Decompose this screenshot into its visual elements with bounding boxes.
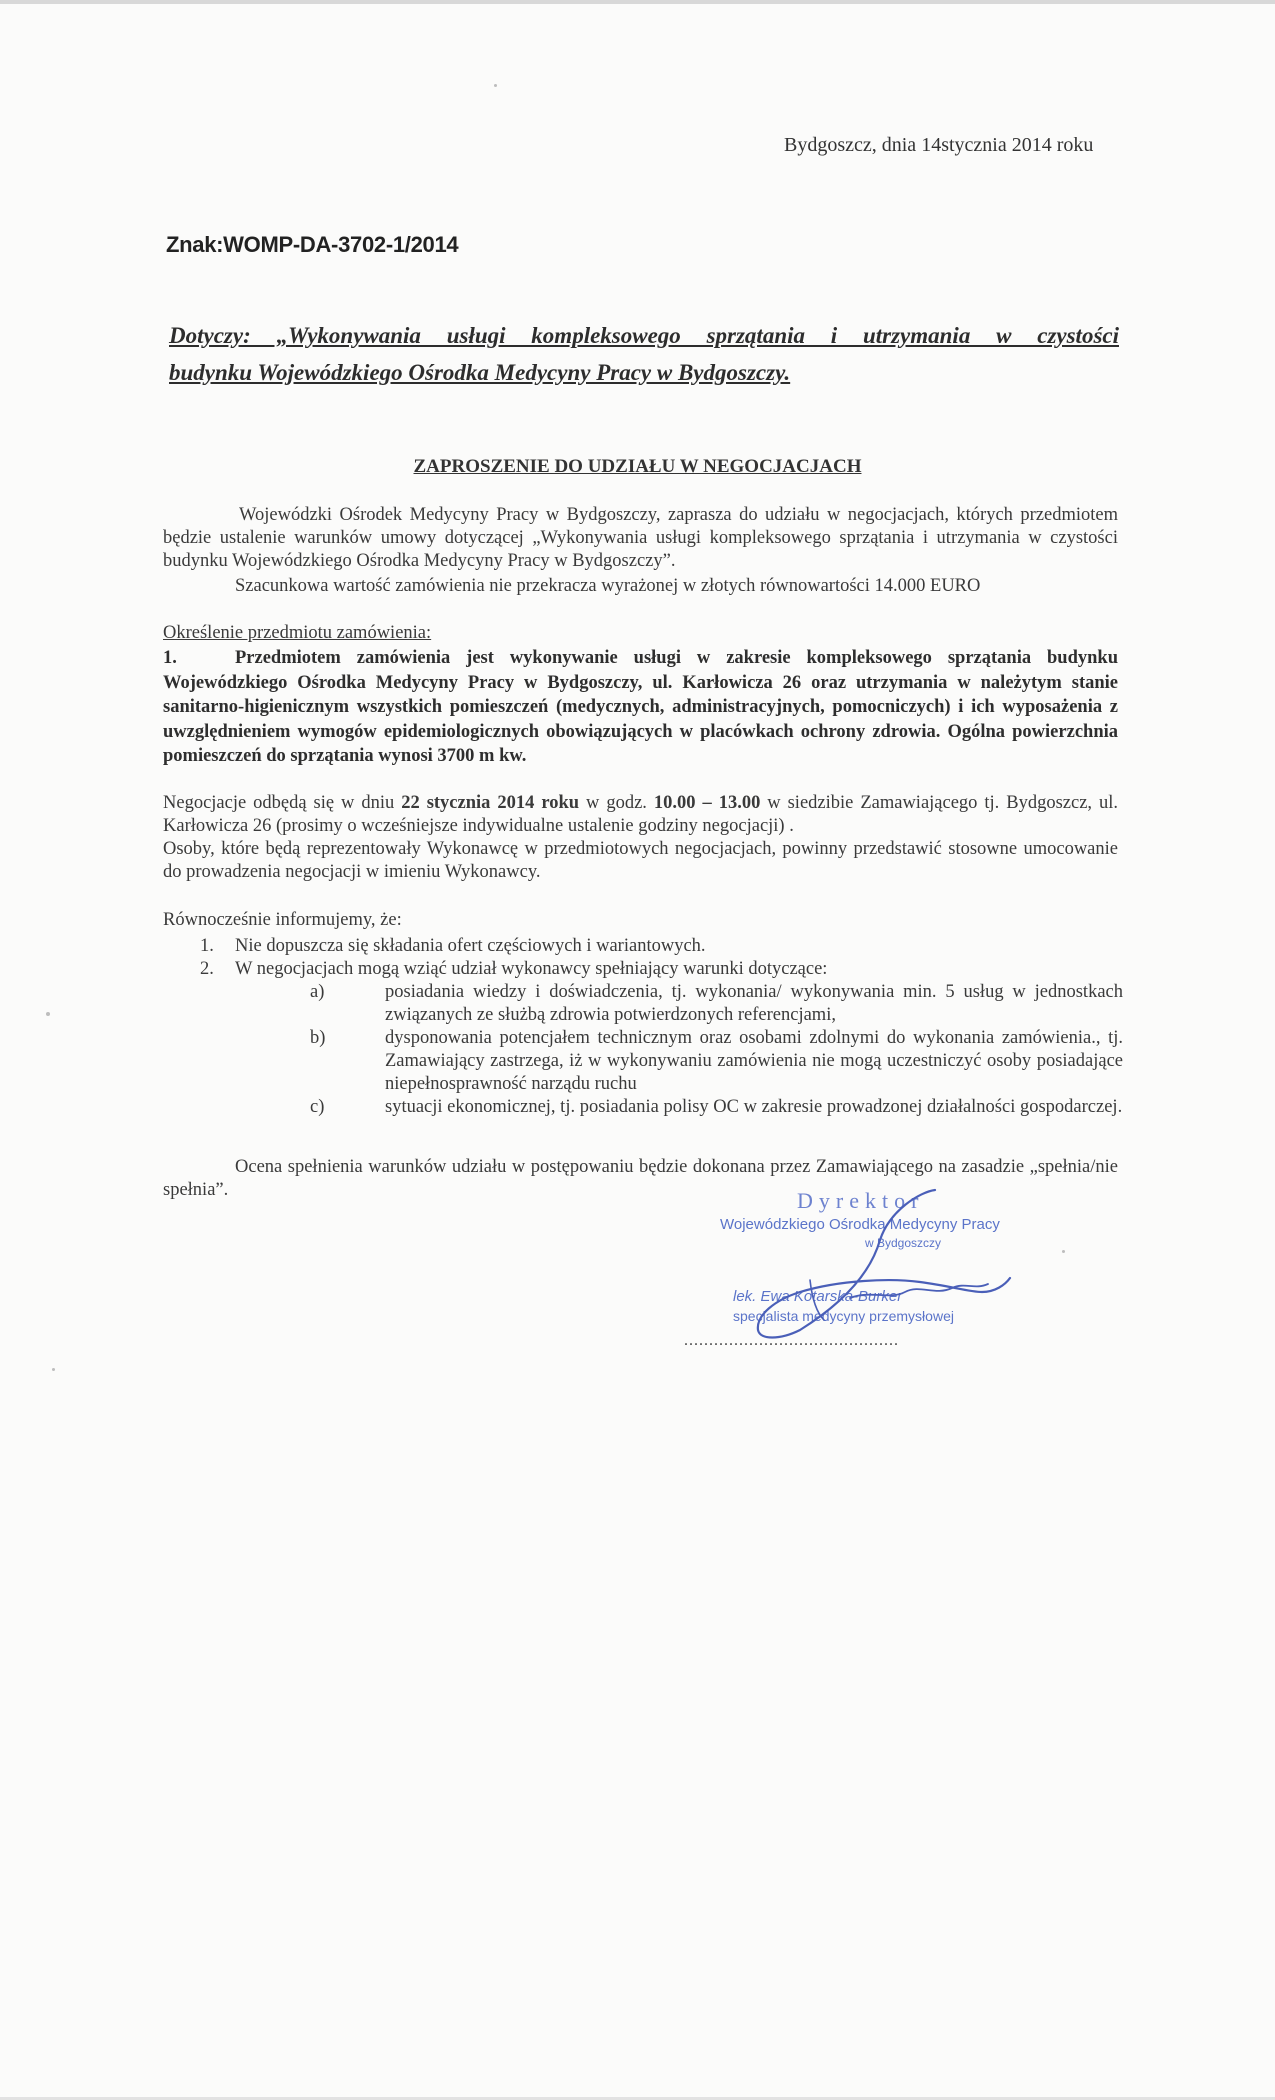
negotiations-time: 10.00 – 13.00 bbox=[653, 793, 761, 813]
specification-paragraph bbox=[163, 646, 1118, 769]
information-list bbox=[163, 935, 1123, 1119]
list-item bbox=[163, 958, 1123, 981]
list-item bbox=[163, 935, 1123, 958]
evaluation-text: Ocena spełnienia warunków udziału w postępowaniu będzie dokonana przez Zamawiającego na zasadzie „spełnia/nie spełnia”. bbox=[163, 1157, 1118, 1200]
negotiations-text: Negocjacje odbędą się w dniu bbox=[163, 793, 402, 813]
condition-text: sytuacji ekonomicznej, tj. posiadania polisy OC w zakresie prowadzonej działalności gospodarczej. bbox=[385, 1097, 1123, 1117]
condition-text: dysponowania potencjałem technicznym oraz osobami zdolnymi do wykonania zamówienia., tj. Zamawiający zastrzega, iż w wykonywaniu zamówienia nie mogą uczestniczyć osoby posiadające niepełnosprawność narządu ruchu bbox=[385, 1028, 1123, 1094]
list-item-text: W negocjacjach mogą wziąć udział wykonawcy spełniający warunki dotyczące: bbox=[235, 959, 828, 979]
handwritten-signature bbox=[720, 1180, 1040, 1350]
condition-item bbox=[163, 981, 1123, 1027]
date-line: Bydgoszcz, dnia 14stycznia 2014 roku bbox=[784, 134, 1094, 156]
intro-paragraph bbox=[163, 504, 1118, 573]
stamp-title: Dyrektor bbox=[797, 1188, 925, 1213]
negotiations-date: 22 stycznia 2014 roku bbox=[401, 793, 580, 813]
condition-text: posiadania wiedzy i doświadczenia, tj. wykonania/ wykonywania min. 5 usług w jednostkach związanych ze służbą zdrowia potwierdzonych referencjami, bbox=[385, 982, 1123, 1025]
list-item-number: 1. bbox=[200, 936, 214, 956]
scan-speck bbox=[494, 84, 497, 87]
reference-number: Znak:WOMP-DA-3702-1/2014 bbox=[166, 232, 459, 257]
negotiations-section bbox=[163, 792, 1118, 884]
scan-top-edge bbox=[0, 0, 1275, 4]
negotiations-text: w siedzibie Zamawiającego tj. Bydgoszcz, ul. Karłowicza 26 (prosimy o wcześniejsze indywidualne ustalenie godziny negocjacji) . bbox=[163, 793, 1119, 836]
signature-line: ........................................... bbox=[684, 1332, 899, 1349]
list-item-number: 2. bbox=[200, 959, 214, 979]
subject-line-1: Dotyczy: „Wykonywania usługi kompleksowego sprzątania i utrzymania w czystości bbox=[169, 323, 1119, 348]
negotiations-date-paragraph bbox=[163, 792, 1118, 838]
stamp-name: lek. Ewa Kotarska-Burker bbox=[733, 1288, 903, 1305]
condition-item bbox=[163, 1096, 1123, 1119]
representation-paragraph: Osoby, które będą reprezentowały Wykonawcę w przedmiotowych negocjacjach, powinny przedstawić stosowne umocowanie do prowadzenia negocjacji w imieniu Wykonawcy. bbox=[163, 839, 1118, 882]
condition-letter: a) bbox=[310, 982, 325, 1002]
document-title: ZAPROSZENIE DO UDZIAŁU W NEGOCJACJACH bbox=[413, 456, 862, 477]
specification-text: Przedmiotem zamówienia jest wykonywanie usługi w zakresie kompleksowego sprzątania budynku Wojewódzkiego Ośrodka Medycyny Pracy w Bydgoszczy, ul. Karłowicza 26 oraz utrzymania w należytym stanie sanitarno-higienicznym wszystkich pomieszczeń (medycznych, administracyjnych, pomocniczych) i ich wyposażenia z uwzględnieniem wymogów epidemiologicznych obowiązujących w placówkach ochrony zdrowia. Ogólna powierzchnia pomieszczeń do sprzątania wynosi 3700 m kw. bbox=[163, 648, 1118, 766]
estimated-value-note: Szacunkowa wartość zamówienia nie przekracza wyrażonej w złotych równowartości 14.000 EURO bbox=[235, 576, 981, 596]
specification-number: 1. bbox=[163, 648, 177, 668]
information-intro: Równocześnie informujemy, że: bbox=[163, 910, 402, 930]
stamp-specialty: specjalista medycyny przemysłowej bbox=[733, 1308, 954, 1324]
scan-speck bbox=[52, 1368, 55, 1371]
stamp-institution: Wojewódzkiego Ośrodka Medycyny Pracy bbox=[720, 1216, 1000, 1233]
specification-label: Określenie przedmiotu zamówienia: bbox=[163, 623, 432, 643]
stamp-city: w Bydgoszczy bbox=[865, 1236, 942, 1250]
intro-text: Wojewódzki Ośrodek Medycyny Pracy w Bydgoszczy, zaprasza do udziału w negocjacjach, których przedmiotem będzie ustalenie warunków umowy dotyczącej „Wykonywania usługi kompleksowego sprzątania i utrzymania w czystości budynku Wojewódzkiego Ośrodka Medycyny Pracy w Bydgoszczy”. bbox=[163, 505, 1118, 571]
condition-item bbox=[163, 1027, 1123, 1096]
scan-speck bbox=[1062, 1250, 1065, 1253]
list-item-text: Nie dopuszcza się składania ofert częściowych i wariantowych. bbox=[235, 936, 706, 956]
condition-letter: b) bbox=[310, 1028, 326, 1048]
subject-line-2: budynku Wojewódzkiego Ośrodka Medycyny Pracy w Bydgoszczy. bbox=[169, 360, 791, 385]
scan-speck bbox=[46, 1012, 50, 1016]
negotiations-text: w godz. bbox=[579, 793, 654, 813]
condition-letter: c) bbox=[310, 1097, 325, 1117]
